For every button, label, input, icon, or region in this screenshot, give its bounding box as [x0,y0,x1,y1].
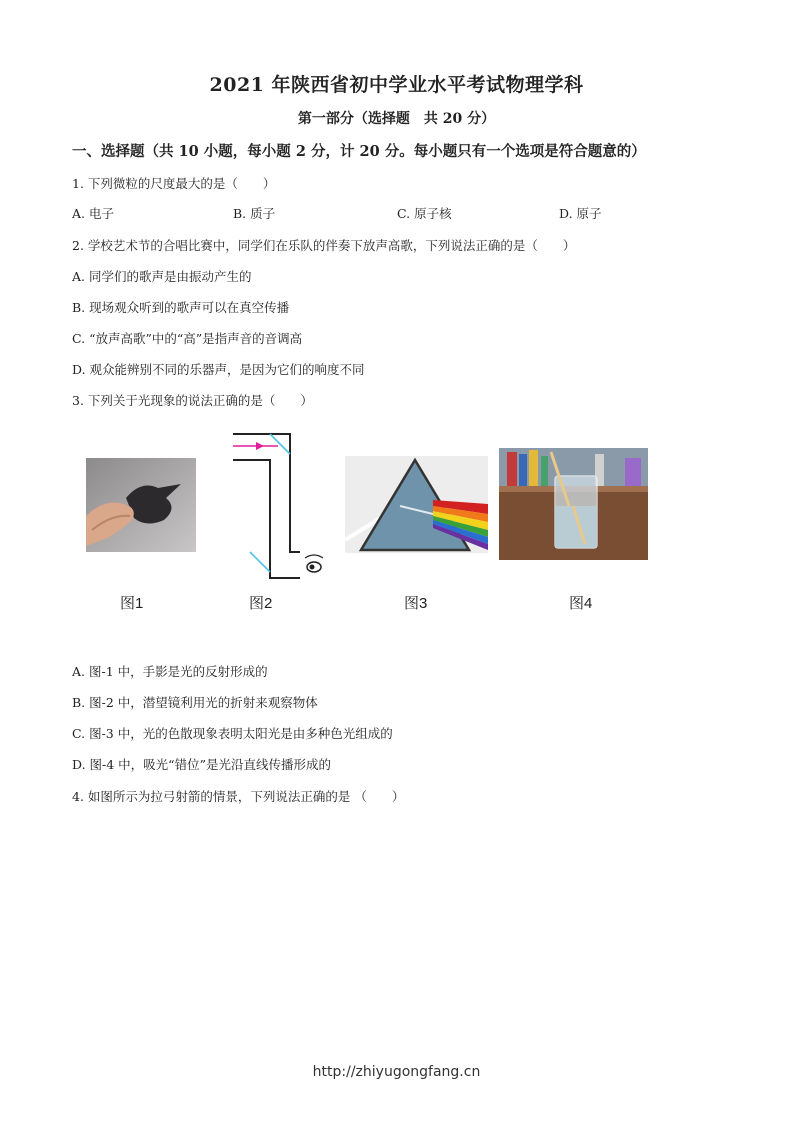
figure-3-label: 图3 [404,595,428,612]
question-2-stem: 2. 学校艺术节的合唱比赛中，同学们在乐队的伴奏下放声高歌，下列说法正确的是（ ） [72,238,576,253]
figure-1-hand-shadow [86,458,196,552]
figure-4-straw-in-glass [499,448,648,560]
question-4-stem: 4. 如图所示为拉弓射箭的情景，下列说法正确的是 （ ） [72,789,405,804]
question-3-stem: 3. 下列关于光现象的说法正确的是（ ） [72,393,313,408]
figure-3-prism-dispersion [345,456,488,553]
q2-option-c: C. “放声高歌”中的“高”是指声音的音调高 [72,331,303,346]
q3-option-b: B. 图-2 中，潜望镜利用光的折射来观察物体 [72,695,318,710]
figure-4-label: 图4 [569,595,593,612]
footer-url[interactable]: http://zhiyugongfang.cn [312,1064,481,1080]
q1-option-d: D. 原子 [559,206,602,221]
q1-option-c: C. 原子核 [397,206,452,221]
section-heading: 一、选择题（共 10 小题，每小题 2 分，计 20 分。每小题只有一个选项是符合题意的） [72,143,646,160]
question-1-stem: 1. 下列微粒的尺度最大的是（ ） [72,176,276,191]
q3-option-d: D. 图-4 中，吸光“错位”是光沿直线传播形成的 [72,757,331,772]
figure-2-periscope [228,432,328,580]
page-title: 2021 年陕西省初中学业水平考试物理学科 [209,74,584,96]
q2-option-a: A. 同学们的歌声是由振动产生的 [72,269,252,284]
figure-2-label: 图2 [249,595,273,612]
q1-option-a: A. 电子 [72,206,114,221]
q2-option-b: B. 现场观众听到的歌声可以在真空传播 [72,300,290,315]
part-heading: 第一部分（选择题 共 20 分） [297,111,496,127]
figure-1-label: 图1 [120,595,144,612]
q3-option-a: A. 图-1 中，手影是光的反射形成的 [72,664,268,679]
q1-option-b: B. 质子 [233,206,276,221]
q3-option-c: C. 图-3 中，光的色散现象表明太阳光是由多种色光组成的 [72,726,393,741]
q2-option-d: D. 观众能辨别不同的乐器声，是因为它们的响度不同 [72,362,365,377]
